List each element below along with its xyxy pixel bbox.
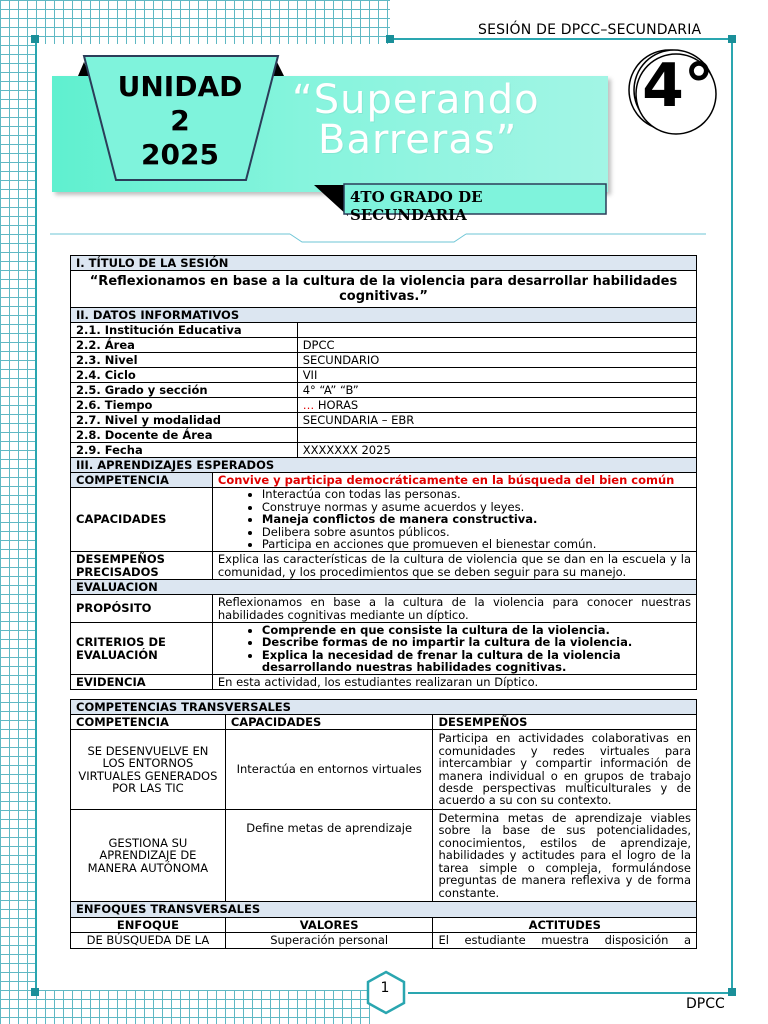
- table-row: [71, 810, 697, 902]
- grade-number: 4°: [642, 51, 714, 121]
- column-header: VALORES: [225, 918, 433, 933]
- capacidad-cell: Interactúa en entornos virtuales: [225, 730, 433, 810]
- criterios-cell: [212, 623, 696, 675]
- column-header: CAPACIDADES: [225, 715, 433, 730]
- unit-number: 2: [170, 104, 190, 137]
- grid-pattern-top: [0, 0, 390, 44]
- info-value: VII: [297, 368, 696, 383]
- page-number: 1: [380, 980, 390, 996]
- actitud-cell: El estudiante muestra disposición a: [433, 933, 697, 949]
- section-heading: EVALUACION: [71, 580, 697, 595]
- desempenos-label: DESEMPEÑOS PRECISADOS: [71, 552, 213, 580]
- table-row: [71, 933, 697, 949]
- frame-line-bottom: [408, 992, 733, 994]
- corner-dot: [31, 35, 39, 43]
- evidencia-value: En esta actividad, los estudiantes realizaran un Díptico.: [212, 675, 696, 690]
- section-heading: III. APRENDIZAJES ESPERADOS: [71, 458, 697, 473]
- info-value: 4° “A” “B”: [297, 383, 696, 398]
- info-label: 2.1. Institución Educativa: [71, 323, 298, 338]
- competencia-cell: GESTIONA SU APRENDIZAJE DE MANERA AUTÓNOMA: [71, 810, 226, 902]
- competencia-value: Convive y participa democráticamente en la búsqueda del bien común: [212, 473, 696, 488]
- list-item: • Delibera sobre asuntos públicos.: [262, 526, 691, 538]
- info-label: 2.3. Nivel: [71, 353, 298, 368]
- info-label: 2.4. Ciclo: [71, 368, 298, 383]
- header-label: SESIÓN DE DPCC–SECUNDARIA: [478, 22, 702, 38]
- corner-dot: [728, 988, 736, 996]
- column-header: ACTITUDES: [433, 918, 697, 933]
- unit-title: [292, 77, 612, 163]
- column-header: DESEMPEÑOS: [433, 715, 697, 730]
- info-label: 2.5. Grado y sección: [71, 383, 298, 398]
- competencia-label: COMPETENCIA: [71, 473, 213, 488]
- enfoque-cell: DE BÚSQUEDA DE LA: [71, 933, 226, 949]
- section-heading: COMPETENCIAS TRANSVERSALES: [71, 700, 697, 715]
- section-heading: ENFOQUES TRANSVERSALES: [71, 902, 697, 918]
- unit-word: UNIDAD: [117, 70, 243, 103]
- section-heading: I. TÍTULO DE LA SESIÓN: [71, 256, 697, 271]
- list-item: • Maneja conflictos de manera constructiva.: [262, 513, 691, 525]
- column-header: COMPETENCIA: [71, 715, 226, 730]
- info-label: 2.8. Docente de Área: [71, 428, 298, 443]
- ornament-divider: [50, 228, 710, 248]
- info-value: [297, 323, 696, 338]
- info-value: DPCC: [297, 338, 696, 353]
- capacidades-label: CAPACIDADES: [71, 488, 213, 552]
- grid-pattern-left: [0, 0, 36, 1024]
- competencia-cell: SE DESENVUELVE EN LOS ENTORNOS VIRTUALES GENERADOS POR LAS TIC: [71, 730, 226, 810]
- info-label: 2.2. Área: [71, 338, 298, 353]
- proposito-label: PROPÓSITO: [71, 595, 213, 623]
- info-label: 2.7. Nivel y modalidad: [71, 413, 298, 428]
- valor-cell: Superación personal: [225, 933, 433, 949]
- unit-year: 2025: [141, 138, 219, 171]
- corner-dot: [31, 988, 39, 996]
- section-heading: II. DATOS INFORMATIVOS: [71, 308, 697, 323]
- info-label: 2.9. Fecha: [71, 443, 298, 458]
- info-value: SECUNDARIO: [297, 353, 696, 368]
- evidencia-label: EVIDENCIA: [71, 675, 213, 690]
- desempenos-value: Explica las características de la cultura de violencia que se dan en la escuela y la comunidad, y los procedimientos que se deben seguir para su manejo.: [212, 552, 696, 580]
- criterios-label: CRITERIOS DE EVALUACIÓN: [71, 623, 213, 675]
- frame-line-top: [390, 38, 732, 40]
- list-item: • Interactúa con todas las personas.: [262, 488, 691, 500]
- grade-label: 4TO GRADO DE SECUNDARIA: [350, 188, 483, 224]
- proposito-value: Reflexionamos en base a la cultura de la violencia para conocer nuestras habilidades cognitivas mediante un díptico.: [212, 595, 696, 623]
- table-row: [71, 730, 697, 810]
- transversales-table: [70, 699, 697, 949]
- info-value: [297, 398, 696, 413]
- capacidades-cell: [212, 488, 696, 552]
- unit-title-line: Barreras”: [318, 117, 518, 163]
- list-item: • Comprende en que consiste la cultura de la violencia.: [262, 624, 691, 636]
- corner-dot: [386, 35, 394, 43]
- session-title: “Reflexionamos en base a la cultura de la violencia para desarrollar habilidades cognitivas.”: [71, 271, 697, 308]
- list-item: • Explica la necesidad de frenar la cultura de la violencia desarrollando nuestras habilidades cognitivas.: [262, 649, 691, 674]
- list-item: • Construye normas y asume acuerdos y leyes.: [262, 501, 691, 513]
- info-value: [297, 428, 696, 443]
- column-header: ENFOQUE: [71, 918, 226, 933]
- list-item: • Describe formas de no impartir la cultura de la violencia.: [262, 636, 691, 648]
- footer-label: DPCC: [686, 996, 725, 1012]
- session-table: [70, 255, 697, 690]
- desempeno-cell: Determina metas de aprendizaje viables sobre la base de sus potencialidades, conocimientos, estilos de aprendizaje, habilidades y actitudes para el logro de la tarea simple o compleja, formulándose preguntas de manera reflexiva y de forma constante.: [433, 810, 697, 902]
- time-placeholder: …: [302, 397, 315, 412]
- unit-title-line: “Superando: [292, 77, 540, 123]
- frame-line-left: [35, 38, 37, 993]
- info-value: XXXXXXX 2025: [297, 443, 696, 458]
- desempeno-cell: Participa en actividades colaborativas en comunidades y redes virtuales para intercambiar y compartir información de manera individual o en grupos de trabajo desde perspectivas multiculturales y de acuerdo a su con su contexto.: [433, 730, 697, 810]
- grid-pattern-bottom: [0, 990, 370, 1024]
- time-unit: HORAS: [314, 397, 359, 412]
- corner-dot: [728, 35, 736, 43]
- info-value: SECUNDARIA – EBR: [297, 413, 696, 428]
- capacidad-cell: Define metas de aprendizaje: [225, 810, 433, 902]
- unit-label: [98, 70, 262, 172]
- info-label: 2.6. Tiempo: [71, 398, 298, 413]
- frame-line-right: [731, 38, 733, 993]
- list-item: • Participa en acciones que promueven el bienestar común.: [262, 538, 691, 550]
